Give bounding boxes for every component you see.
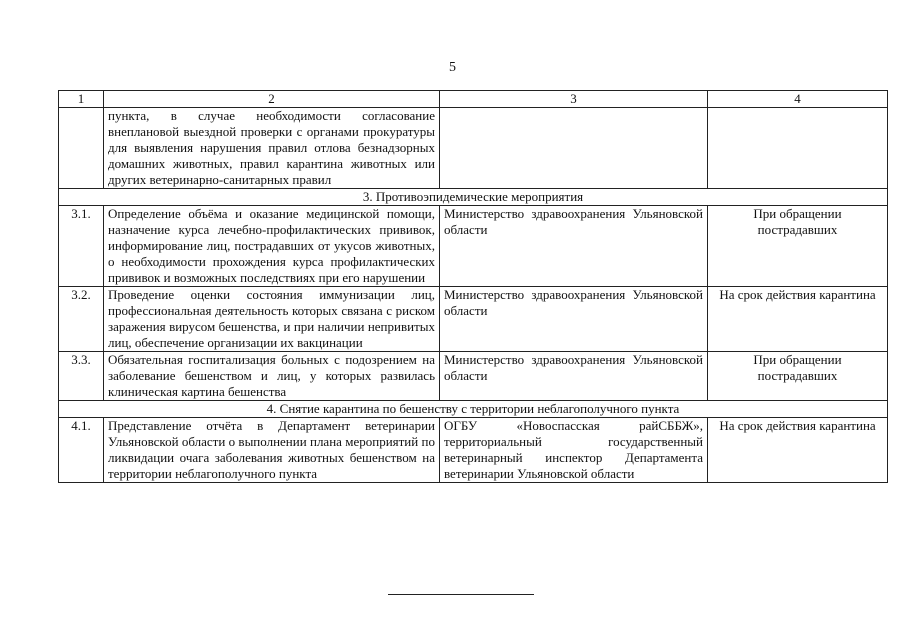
section-header-row bbox=[59, 189, 888, 206]
footer-rule bbox=[388, 594, 534, 595]
column-header-1: 1 bbox=[59, 91, 104, 108]
section-header-row bbox=[59, 401, 888, 418]
row-executor: Министерство здравоохранения Ульяновской области bbox=[440, 352, 708, 401]
section-title: 4. Снятие карантина по бешенству с территории неблагополучного пункта bbox=[59, 401, 888, 418]
column-header-2: 2 bbox=[104, 91, 440, 108]
measures-table bbox=[58, 90, 888, 483]
row-number bbox=[59, 108, 104, 189]
row-action: Представление отчёта в Департамент ветеринарии Ульяновской области о выполнении плана мероприятий по ликвидации очага заболевания животных бешенством на территории неблагополучного пункта bbox=[104, 418, 440, 483]
row-executor: ОГБУ «Новоспасская райСББЖ», территориальный государственный ветеринарный инспектор Департамента ветеринарии Ульяновской области bbox=[440, 418, 708, 483]
column-header-4: 4 bbox=[708, 91, 888, 108]
row-term: На срок действия карантина bbox=[708, 418, 888, 483]
row-term bbox=[708, 108, 888, 189]
row-number: 3.3. bbox=[59, 352, 104, 401]
row-term: На срок действия карантина bbox=[708, 287, 888, 352]
section-title: 3. Противоэпидемические мероприятия bbox=[59, 189, 888, 206]
row-action: Проведение оценки состояния иммунизации лиц, профессиональная деятельность которых связана с риском заражения вирусом бешенства, и при наличии непривитых лиц, обеспечение организации их вакцинации bbox=[104, 287, 440, 352]
table-header-row bbox=[59, 91, 888, 108]
row-executor: Министерство здравоохранения Ульяновской области bbox=[440, 287, 708, 352]
table-row bbox=[59, 418, 888, 483]
row-executor bbox=[440, 108, 708, 189]
table-row bbox=[59, 287, 888, 352]
column-header-3: 3 bbox=[440, 91, 708, 108]
row-executor: Министерство здравоохранения Ульяновской области bbox=[440, 206, 708, 287]
row-number: 3.2. bbox=[59, 287, 104, 352]
row-number: 3.1. bbox=[59, 206, 104, 287]
table-row bbox=[59, 108, 888, 189]
table-row bbox=[59, 206, 888, 287]
table-row bbox=[59, 352, 888, 401]
row-action: Обязательная госпитализация больных с подозрением на заболевание бешенством и лиц, у которых развилась клиническая картина бешенства bbox=[104, 352, 440, 401]
row-term: При обращении пострадавших bbox=[708, 206, 888, 287]
row-number: 4.1. bbox=[59, 418, 104, 483]
row-action: пункта, в случае необходимости согласование внеплановой выездной проверки с органами прокуратуры для выявления нарушения правил отлова безнадзорных домашних животных, правил карантина животных или других ветеринарно-санитарных правил bbox=[104, 108, 440, 189]
row-action: Определение объёма и оказание медицинской помощи, назначение курса лечебно-профилактических прививок, информирование лиц, пострадавших от укусов животных, о необходимости прохождения курса профилактических прививок и возможных последствиях при его нарушении bbox=[104, 206, 440, 287]
page-number: 5 bbox=[449, 60, 456, 75]
row-term: При обращении пострадавших bbox=[708, 352, 888, 401]
